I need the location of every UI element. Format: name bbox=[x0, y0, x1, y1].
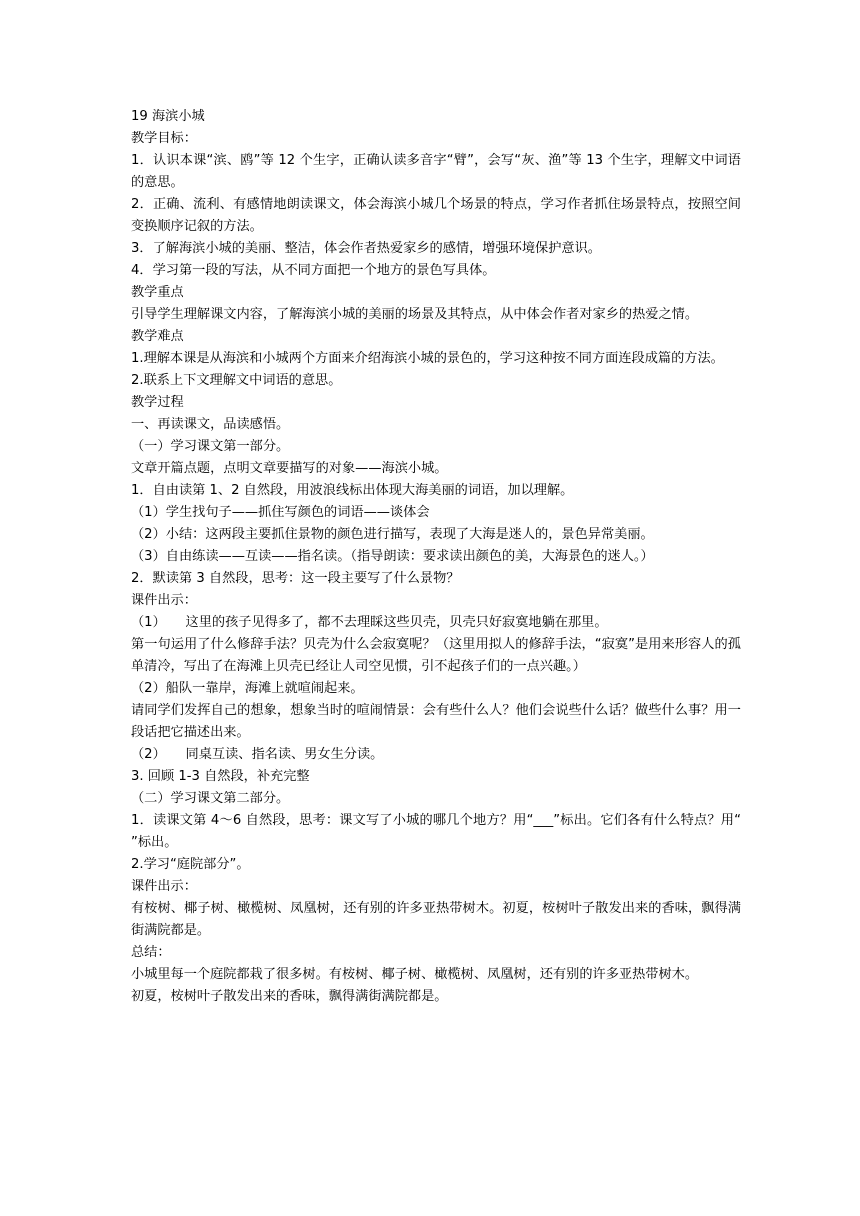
paragraph: 课件出示： bbox=[131, 879, 197, 894]
paragraph: 2.联系上下文理解文中词语的意思。 bbox=[131, 373, 342, 388]
paragraph: 课件出示： bbox=[131, 593, 197, 608]
paragraph: （一）学习课文第一部分。 bbox=[131, 439, 290, 454]
paragraph: 有桉树、椰子树、橄榄树、凤凰树，还有别的许多亚热带树木。初夏，桉树叶子散发出来的香味，飘得满街满院都是。 bbox=[131, 901, 741, 938]
paragraph: （1）学生找句子——抓住写颜色的词语——谈体会 bbox=[131, 505, 430, 520]
paragraph: 1．认识本课“滨、鸥”等 12 个生字，正确认读多音字“臂”，会写“灰、渔”等 13 个生字，理解文中词语的意思。 bbox=[131, 153, 741, 190]
paragraph: （3）自由练读——互读——指名读。（指导朗读：要求读出颜色的美，大海景色的迷人。） bbox=[131, 549, 654, 564]
paragraph: （2）船队一靠岸，海滩上就喧闹起来。 bbox=[131, 681, 364, 696]
paragraph: 3．了解海滨小城的美丽、整洁，体会作者热爱家乡的感情，增强环境保护意识。 bbox=[131, 241, 601, 256]
paragraph: （二）学习课文第二部分。 bbox=[131, 791, 290, 806]
paragraph: 3. 回顾 1-3 自然段，补充完整 bbox=[131, 769, 310, 784]
paragraph: （1） 这里的孩子见得多了，都不去理睬这些贝壳，贝壳只好寂寞地躺在那里。 bbox=[131, 615, 608, 630]
document-title: 19 海滨小城 bbox=[131, 109, 205, 124]
paragraph: 文章开篇点题，点明文章要描写的对象——海滨小城。 bbox=[131, 461, 448, 476]
paragraph: 一、再读课文，品读感悟。 bbox=[131, 417, 290, 432]
paragraph: 2．正确、流利、有感情地朗读课文，体会海滨小城几个场景的特点，学习作者抓住场景特点，按照空间变换顺序记叙的方法。 bbox=[131, 197, 741, 234]
paragraph: 总结： bbox=[131, 945, 171, 960]
paragraph-heading: 教学难点 bbox=[131, 329, 184, 344]
paragraph: 小城里每一个庭院都栽了很多树。有桉树、椰子树、橄榄树、凤凰树，还有别的许多亚热带树木。 bbox=[131, 967, 699, 982]
paragraph: 初夏，桉树叶子散发出来的香味，飘得满街满院都是。 bbox=[131, 989, 448, 1004]
paragraph: 第一句运用了什么修辞手法？贝壳为什么会寂寞呢？（这里用拟人的修辞手法，“寂寞”是用来形容人的孤单清冷，写出了在海滩上贝壳已经让人司空见惯，引不起孩子们的一点兴趣。） bbox=[131, 637, 741, 674]
paragraph: 1．读课文第 4～6 自然段，思考：课文写了小城的哪几个地方？用“___”标出。它们各有什么特点？用“ ”标出。 bbox=[131, 813, 768, 850]
paragraph: 2．默读第 3 自然段，思考：这一段主要写了什么景物？ bbox=[131, 571, 460, 586]
paragraph-heading: 教学目标： bbox=[131, 131, 197, 146]
paragraph: （2） 同桌互读、指名读、男女生分读。 bbox=[131, 747, 384, 762]
paragraph-heading: 教学过程 bbox=[131, 395, 184, 410]
document-body bbox=[131, 106, 768, 1008]
paragraph: 请同学们发挥自己的想象，想象当时的喧闹情景：会有些什么人？他们会说些什么话？做些什么事？用一段话把它描述出来。 bbox=[131, 703, 741, 740]
paragraph: 1.理解本课是从海滨和小城两个方面来介绍海滨小城的景色的，学习这种按不同方面连段成篇的方法。 bbox=[131, 351, 724, 366]
paragraph: 1．自由读第 1、2 自然段，用波浪线标出体现大海美丽的词语，加以理解。 bbox=[131, 483, 574, 498]
paragraph-heading: 教学重点 bbox=[131, 285, 184, 300]
paragraph: 引导学生理解课文内容，了解海滨小城的美丽的场景及其特点，从中体会作者对家乡的热爱之情。 bbox=[131, 307, 699, 322]
paragraph: 4．学习第一段的写法，从不同方面把一个地方的景色写具体。 bbox=[131, 263, 496, 278]
paragraph: 2.学习“庭院部分”。 bbox=[131, 857, 250, 872]
paragraph: （2）小结：这两段主要抓住景物的颜色进行描写，表现了大海是迷人的，景色异常美丽。 bbox=[131, 527, 654, 542]
